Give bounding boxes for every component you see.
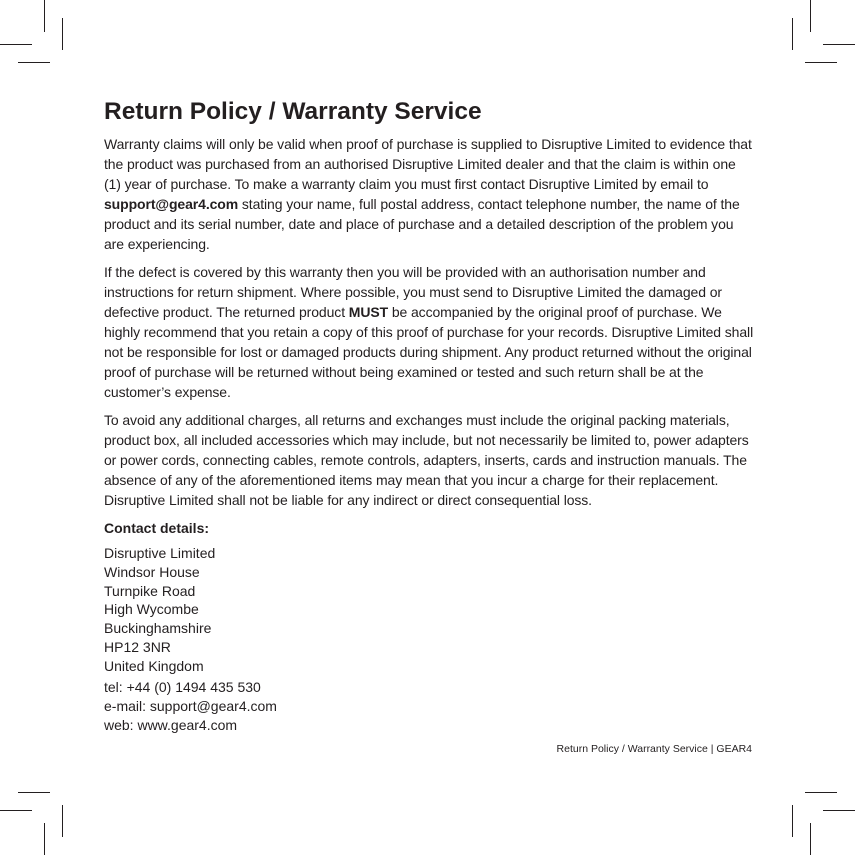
crop-mark-bottom-left-horizontal-inner [18,792,50,793]
crop-mark-top-left-vertical [44,0,45,32]
address-line-country: United Kingdom [104,657,204,674]
paragraph-additional-charges: To avoid any additional charges, all returns and exchanges must include the original packing materials, product box, all included accessories which may include, but not necessarily be limited to, power adapters or power cords, connecting cables, remote controls, adapters, inserts, cards and instruction manuals. The absence of any of the aforementioned items may mean that you incur a charge for their replacement. Disruptive Limited shall not be liable for any indirect or direct consequential loss. [104,412,749,508]
must-emphasis: MUST [348,304,389,320]
crop-mark-top-right-horizontal [823,44,855,45]
address-line-town: High Wycombe [104,601,199,618]
crop-mark-bottom-right-vertical-inner [792,805,793,837]
paragraph-warranty-claims-text-2: stating your name, full postal address, contact telephone number, the name of the product and its serial number, date and place of purchase and a detailed description of the problem you are experiencing. [104,196,740,252]
contact-website: web: www.gear4.com [104,716,238,733]
crop-mark-bottom-right-horizontal-inner [805,792,837,793]
support-email-bold: support@gear4.com [104,196,239,212]
contact-details-heading: Contact details: [104,520,210,536]
crop-mark-top-left-horizontal [0,44,32,45]
page-footer: Return Policy / Warranty Service | GEAR4 [556,743,752,755]
crop-mark-top-right-vertical [810,0,811,32]
crop-mark-top-left-horizontal-inner [18,62,50,63]
paragraph-return-shipment-text-2: be accompanied by the original proof of purchase. We highly recommend that you retain a copy of this proof of purchase for your records. Disruptive Limited shall not be responsible for lost or damaged products during shipment. Any product returned without the original proof of purchase will be returned without being examined or tested and such return shall be at the customer’s expense. [104,304,754,400]
paragraph-return-shipment [104,262,754,402]
crop-mark-top-right-vertical-inner [792,18,793,50]
crop-mark-top-left-vertical-inner [62,18,63,50]
paragraph-warranty-claims-text-1: Warranty claims will only be valid when proof of purchase is supplied to Disruptive Limited to evidence that the product was purchased from an authorised Disruptive Limited dealer and that the claim is within one (1) year of purchase. To make a warranty claim you must first contact Disruptive Limited by email to [104,136,752,192]
crop-mark-bottom-left-vertical [44,823,45,855]
address-line-postcode: HP12 3NR [104,638,171,655]
page-title: Return Policy / Warranty Service [104,98,482,125]
address-line-street: Turnpike Road [104,582,196,599]
paragraph-return-shipment-text-1: If the defect is covered by this warranty then you will be provided with an authorisation number and instructions for return shipment. Where possible, you must send to Disruptive Limited the damaged or defective product. The returned product [104,264,722,320]
address-line-building: Windsor House [104,563,200,580]
crop-mark-bottom-left-vertical-inner [62,805,63,837]
contact-block [104,678,754,735]
crop-mark-bottom-left-horizontal [0,810,32,811]
page-content [104,96,754,735]
crop-mark-bottom-right-horizontal [823,810,855,811]
address-line-company: Disruptive Limited [104,545,216,561]
paragraph-warranty-claims [104,134,754,254]
crop-mark-bottom-right-vertical [810,823,811,855]
address-block [104,544,754,676]
address-line-county: Buckinghamshire [104,620,212,637]
contact-email: e-mail: support@gear4.com [104,697,277,714]
crop-mark-top-right-horizontal-inner [805,62,837,63]
contact-telephone: tel: +44 (0) 1494 435 530 [104,678,261,695]
